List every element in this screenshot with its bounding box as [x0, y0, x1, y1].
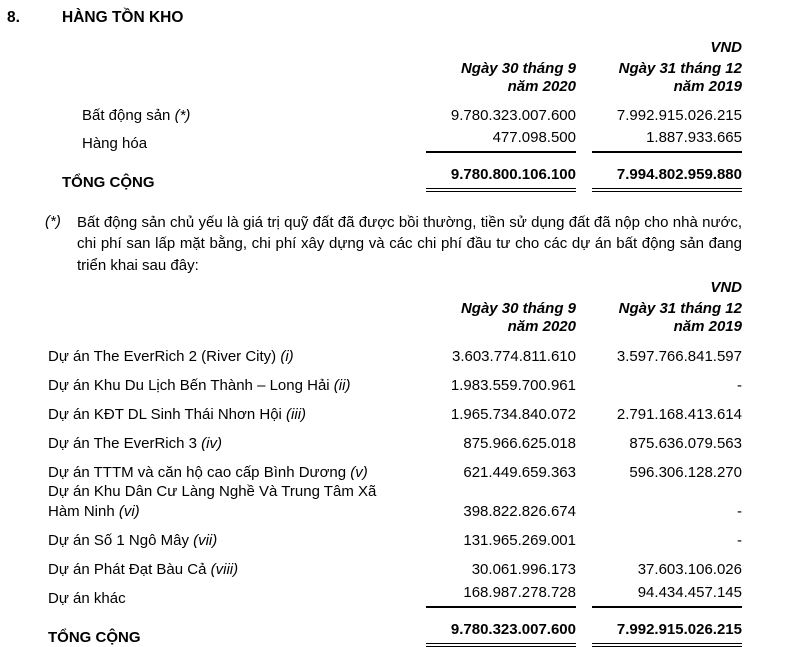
value-2020: 621.449.659.363: [463, 463, 576, 481]
total-value-2019: 7.992.915.026.215: [592, 620, 742, 647]
section-title: HÀNG TỒN KHO: [62, 9, 184, 26]
row-label-suffix: (vii): [193, 531, 218, 549]
column-header-2019-line: Ngày 31 tháng 12: [618, 59, 742, 77]
value-2020: 168.987.278.728: [426, 583, 576, 609]
value-2020: 131.965.269.001: [463, 531, 576, 549]
value-2019: 37.603.106.026: [637, 560, 742, 578]
row-label: Dự án Khu Dân Cư Làng Nghề Và Trung Tâm Xã Hàm Ninh (vi): [48, 483, 377, 520]
value-2019: 2.791.168.413.614: [616, 405, 742, 423]
value-2019: -: [737, 531, 742, 549]
value-2020: 1.983.559.700.961: [450, 376, 576, 394]
row-label: Bất động sản (*): [82, 106, 191, 124]
total-value-2020: 9.780.800.106.100: [426, 165, 576, 193]
table-row: [0, 424, 799, 453]
value-2019: 875.636.079.563: [629, 434, 742, 452]
column-header-2020: [426, 300, 576, 338]
value-2020: 30.061.996.173: [471, 560, 576, 578]
row-label: Dự án Số 1 Ngô Mây (vii): [48, 531, 218, 549]
table-column-headers: [0, 60, 799, 98]
total-value-2019: 7.994.802.959.880: [592, 165, 742, 193]
row-label: Dự án Khu Du Lịch Bến Thành – Long Hải (ii): [48, 376, 351, 394]
row-label: Dự án Phát Đạt Bàu Cả (viii): [48, 560, 239, 578]
table-total-row: [0, 160, 799, 192]
table-row: [0, 482, 799, 521]
footnote-marker: (*): [45, 213, 61, 231]
table-total-row: [0, 615, 799, 647]
column-header-2020-line: năm 2020: [507, 318, 576, 336]
column-header-2020: [426, 60, 576, 98]
row-label-suffix: (iii): [286, 405, 307, 423]
section-header: [0, 8, 799, 28]
column-header-2019: [592, 300, 742, 338]
table-row: [0, 579, 799, 608]
value-2019: 94.434.457.145: [592, 583, 742, 609]
value-2019: 3.597.766.841.597: [616, 347, 742, 365]
table-column-headers: [0, 300, 799, 338]
column-header-2020-line: năm 2020: [507, 78, 576, 96]
table-row: [0, 453, 799, 482]
section-number: 8.: [7, 9, 20, 26]
row-label: Dự án The EverRich 2 (River City) (i): [48, 347, 294, 365]
value-2019: -: [737, 502, 742, 520]
value-2020: 3.603.774.811.610: [451, 347, 576, 365]
value-2020: 398.822.826.674: [463, 502, 576, 520]
table-row: [0, 337, 799, 366]
projects-detail-table: [0, 300, 799, 647]
row-label: Dự án The EverRich 3 (iv): [48, 434, 222, 452]
value-2019: 1.887.933.665: [592, 128, 742, 154]
row-label-suffix: (vi): [118, 502, 140, 520]
row-label-suffix: (viii): [210, 560, 239, 578]
column-header-2020-line: Ngày 30 tháng 9: [460, 299, 576, 317]
column-header-2019-line: năm 2019: [673, 78, 742, 96]
row-label-suffix: (ii): [333, 376, 351, 394]
column-header-2019: [592, 60, 742, 98]
column-header-2019-line: Ngày 31 tháng 12: [618, 299, 742, 317]
table-row: [0, 366, 799, 395]
value-2019: 7.992.915.026.215: [616, 106, 742, 124]
row-label-suffix: (v): [350, 463, 368, 481]
row-label-suffix: (iv): [201, 434, 222, 452]
value-2020: 875.966.625.018: [463, 434, 576, 452]
table-row: [0, 550, 799, 579]
table-row: [0, 395, 799, 424]
row-label: Dự án khác: [48, 589, 126, 607]
inventory-summary-table: [0, 60, 799, 193]
value-2019: 596.306.128.270: [629, 463, 742, 481]
column-header-2020-line: Ngày 30 tháng 9: [460, 59, 576, 77]
row-label: Dự án KĐT DL Sinh Thái Nhơn Hội (iii): [48, 405, 307, 423]
currency-label: VND: [710, 279, 742, 297]
footnote: [0, 212, 799, 276]
table-row: [0, 125, 799, 153]
row-label-suffix: (*): [174, 106, 191, 124]
value-2020: 477.098.500: [426, 128, 576, 154]
total-label: TỔNG CỘNG: [62, 173, 155, 191]
value-2020: 1.965.734.840.072: [450, 405, 576, 423]
value-2019: -: [737, 376, 742, 394]
total-value-2020: 9.780.323.007.600: [426, 620, 576, 647]
table-row: [0, 97, 799, 125]
row-label-suffix: (i): [280, 347, 294, 365]
value-2020: 9.780.323.007.600: [450, 106, 576, 124]
column-header-2019-line: năm 2019: [673, 318, 742, 336]
row-label: Hàng hóa: [82, 134, 148, 152]
total-label: TỔNG CỘNG: [48, 628, 141, 646]
table-row: [0, 521, 799, 550]
currency-label: VND: [710, 39, 742, 57]
row-label: Dự án TTTM và căn hộ cao cấp Bình Dương (v): [48, 463, 368, 481]
footnote-text: Bất động sản chủ yếu là giá trị quỹ đất đã được bồi thường, tiền sử dụng đất đã nộp cho nhà nước, chi phí san lấp mặt bằng, chi phí xây dựng và các chi phí đầu tư cho các dự án bất động sản đang triển khai sau đây:: [77, 214, 742, 274]
